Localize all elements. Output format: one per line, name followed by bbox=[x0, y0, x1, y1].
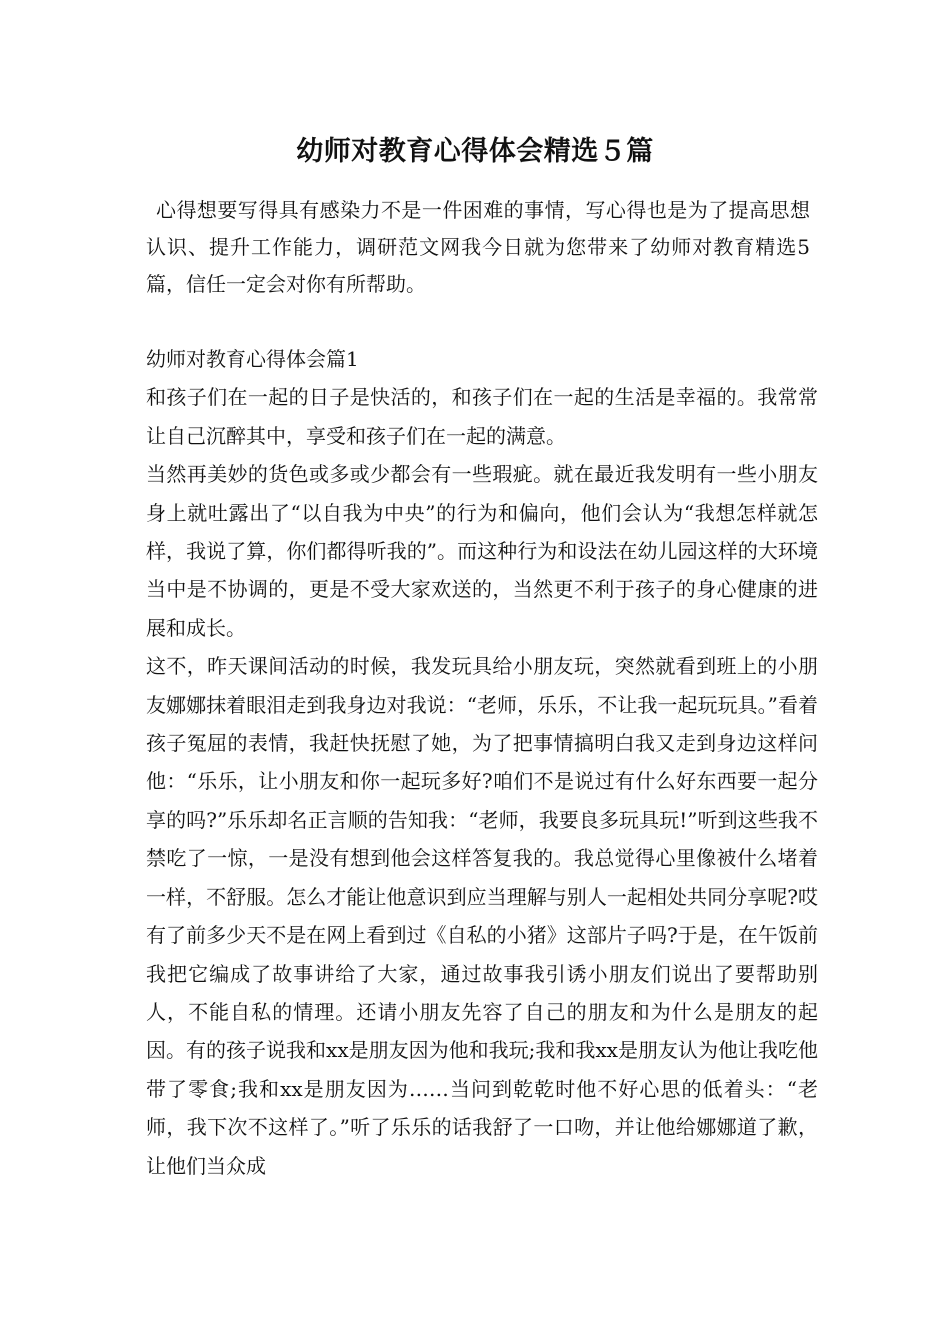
body-paragraph-1: 和孩子们在一起的日子是快活的，和孩子们在一起的生活是幸福的。我常常让自己沉醉其中，享受和孩子们在一起的满意。 bbox=[146, 385, 818, 448]
document-body bbox=[146, 340, 818, 1185]
section-heading: 幼师对教育心得体会篇1 bbox=[146, 347, 359, 371]
body-paragraph-2: 当然再美妙的货色或多或少都会有一些瑕疵。就在最近我发明有一些小朋友身上就吐露出了“以自我为中央”的行为和偏向，他们会认为“我想怎样就怎样，我说了算，你们都得听我的”。而这种行为和设法在幼儿园这样的大环境当中是不协调的，更是不受大家欢送的，当然更不利于孩子的身心健康的进展和成长。 bbox=[146, 462, 818, 640]
body-paragraph-3: 这不，昨天课间活动的时候，我发玩具给小朋友玩，突然就看到班上的小朋友娜娜抹着眼泪走到我身边对我说：“老师，乐乐，不让我一起玩玩具。”看着孩子冤屈的表情，我赶快抚慰了她，为了把事情搞明白我又走到身边这样问他：“乐乐，让小朋友和你一起玩多好?咱们不是说过有什么好东西要一起分享的吗?”乐乐却名正言顺的告知我：“老师，我要良多玩具玩!”听到这些我不禁吃了一惊，一是没有想到他会这样答复我的。我总觉得心里像被什么堵着一样，不舒服。怎么才能让他意识到应当理解与别人一起相处共同分享呢?哎有了前多少天不是在网上看到过《自私的小猪》这部片子吗?于是，在午饭前我把它编成了故事讲给了大家，通过故事我引诱小朋友们说出了要帮助别人，不能自私的情理。还请小朋友先容了自己的朋友和为什么是朋友的起因。有的孩子说我和xx是朋友因为他和我玩;我和我xx是朋友认为他让我吃他带了零食;我和xx是朋友因为……当问到乾乾时他不好心思的低着头：“老师，我下次不这样了。”听了乐乐的话我舒了一口吻，并让他给娜娜道了歉，让他们当众成 bbox=[146, 654, 818, 1178]
document-title: 幼师对教育心得体会精选５篇 bbox=[296, 136, 654, 167]
intro-paragraph: 心得想要写得具有感染力不是一件困难的事情，写心得也是为了提高思想认识、提升工作能力，调研范文网我今日就为您带来了幼师对教育精选5篇，信任一定会对你有所帮助。 bbox=[146, 198, 810, 296]
